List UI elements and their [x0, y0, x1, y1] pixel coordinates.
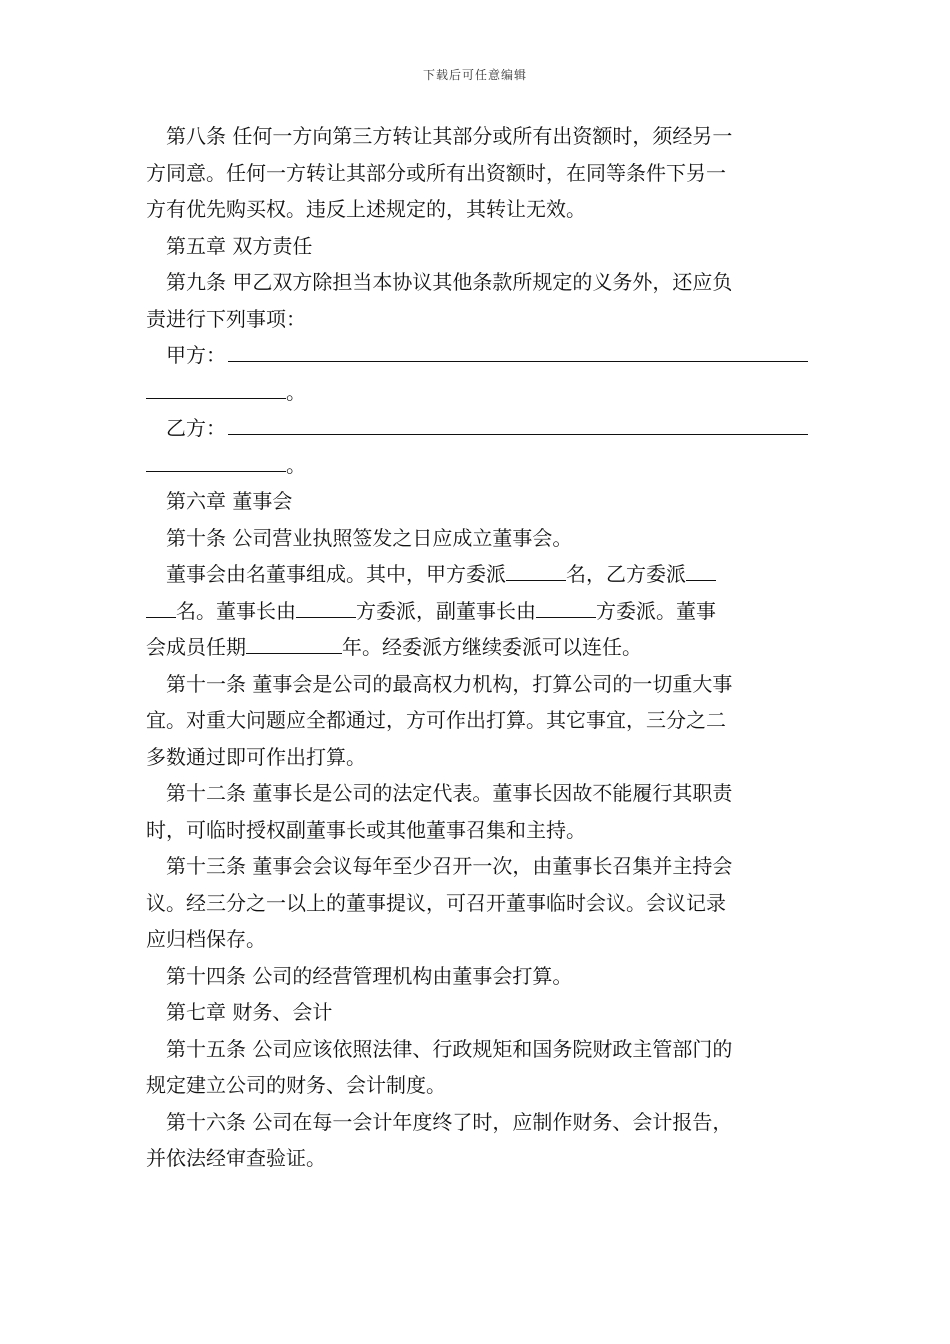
board-line-1 — [146, 556, 808, 593]
article-10: 第十条 公司营业执照签发之日应成立董事会。 — [166, 525, 573, 550]
article-14: 第十四条 公司的经营管理机构由董事会打算。 — [166, 963, 573, 988]
article-11-line-1: 第十一条 董事会是公司的最高权力机构，打算公司的一切重大事 — [166, 671, 733, 696]
chapter-7-heading: 第七章 财务、会计 — [166, 1000, 333, 1024]
party-a-label: 甲方： — [166, 343, 226, 367]
article-15-line-1: 第十五条 公司应该依照法律、行政规矩和国务院财政主管部门的 — [166, 1036, 733, 1061]
article-13-line-3: 应归档保存。 — [146, 927, 266, 951]
article-16-line-1: 第十六条 公司在每一会计年度终了时，应制作财务、会计报告， — [166, 1109, 733, 1134]
board-line-3 — [146, 629, 808, 666]
document-body — [146, 118, 808, 1177]
party-a-seats-blank[interactable] — [506, 560, 566, 581]
party-a-row — [146, 337, 808, 374]
party-b-seats-blank[interactable] — [686, 560, 716, 581]
article-12-line-2: 时，可临时授权副董事长或其他董事召集和主持。 — [146, 817, 586, 842]
article-11-line-3: 多数通过即可作出打算。 — [146, 744, 366, 769]
party-b-row — [146, 410, 808, 447]
party-b-blank-cont[interactable] — [146, 449, 286, 472]
board-text-b: 名，乙方委派 — [566, 562, 686, 586]
chapter-6-heading: 第六章 董事会 — [166, 489, 293, 513]
party-b-continuation — [146, 447, 808, 484]
board-line-2 — [146, 593, 808, 630]
party-a-blank-cont[interactable] — [146, 376, 286, 399]
article-9-line-2: 责进行下列事项： — [146, 306, 306, 331]
party-a-blank[interactable] — [228, 337, 808, 362]
party-b-label: 乙方： — [166, 416, 226, 440]
party-b-period: 。 — [286, 452, 306, 477]
board-text-d: 方委派，副董事长由 — [356, 598, 536, 623]
board-text-c: 名。董事长由 — [176, 598, 296, 623]
board-text-f: 会成员任期 — [146, 635, 246, 659]
article-13-line-2: 议。经三分之一以上的董事提议，可召开董事临时会议。会议记录 — [146, 890, 726, 915]
article-8-line-3: 方有优先购买权。违反上述规定的，其转让无效。 — [146, 197, 586, 221]
chairman-party-blank[interactable] — [296, 597, 356, 618]
article-8-line-1: 第八条 任何一方向第三方转让其部分或所有出资额时，须经另一 — [166, 124, 733, 148]
chapter-5-heading: 第五章 双方责任 — [166, 233, 313, 258]
party-b-seats-blank-cont[interactable] — [146, 597, 176, 618]
article-11-line-2: 宜。对重大问题应全都通过，方可作出打算。其它事宜，三分之二 — [146, 708, 726, 732]
article-8-line-2: 方同意。任何一方转让其部分或所有出资额时，在同等条件下另一 — [146, 160, 726, 185]
article-16-line-2: 并依法经审查验证。 — [146, 1146, 326, 1170]
article-13-line-1: 第十三条 董事会会议每年至少召开一次，由董事长召集并主持会 — [166, 854, 733, 878]
vice-chairman-party-blank[interactable] — [536, 597, 596, 618]
article-15-line-2: 规定建立公司的财务、会计制度。 — [146, 1073, 446, 1097]
board-text-a: 董事会由名董事组成。其中，甲方委派 — [166, 562, 506, 586]
board-text-g: 年。经委派方继续委派可以连任。 — [342, 635, 642, 659]
party-b-blank[interactable] — [228, 410, 808, 435]
header-note: 下载后可任意编辑 — [422, 68, 527, 82]
party-a-continuation — [146, 374, 808, 411]
board-text-e: 方委派。董事 — [596, 598, 716, 623]
party-a-period: 。 — [286, 379, 306, 404]
article-12-line-1: 第十二条 董事长是公司的法定代表。董事长因故不能履行其职责 — [166, 781, 733, 805]
term-years-blank[interactable] — [246, 633, 342, 654]
article-9-line-1: 第九条 甲乙双方除担当本协议其他条款所规定的义务外，还应负 — [166, 270, 733, 294]
